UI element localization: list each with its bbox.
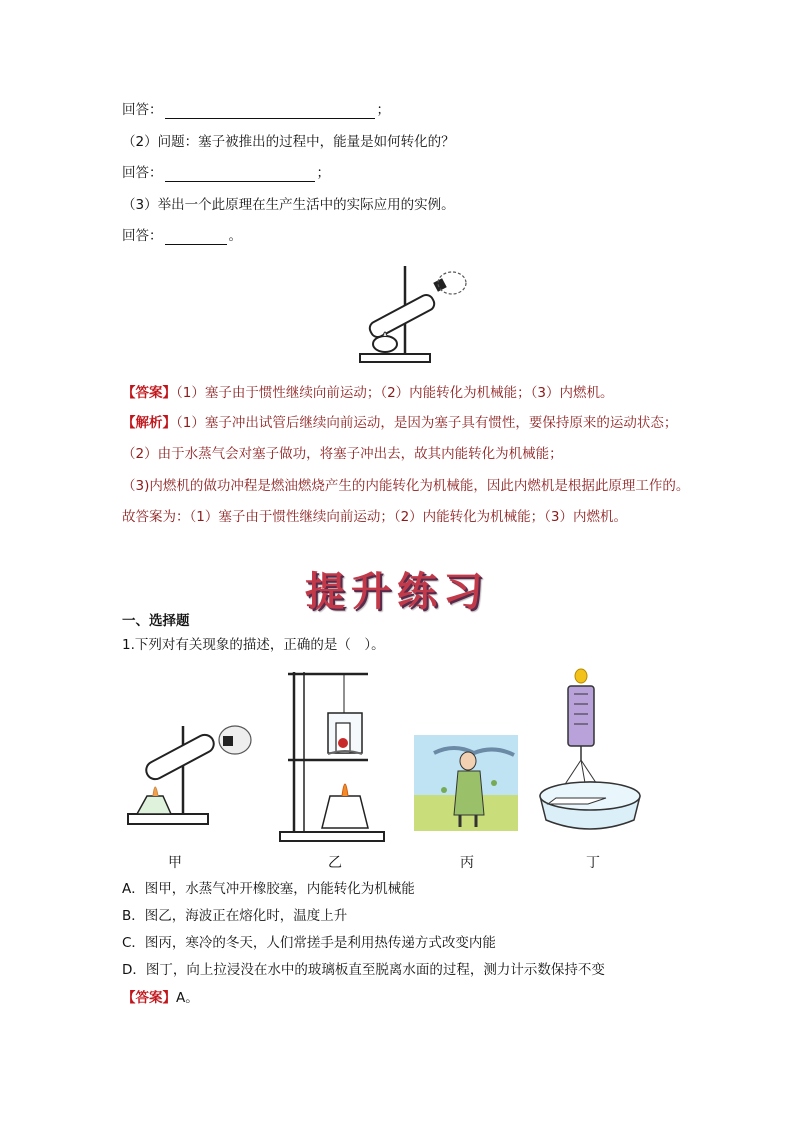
figure-ding (538, 668, 642, 833)
option-c[interactable]: C．图丙，寒冷的冬天，人们常搓手是利用热传递方式改变内能 (122, 935, 496, 951)
caption-bing: 丙 (460, 855, 474, 871)
section-title: 一、选择题 (122, 613, 190, 629)
question-1: 1.下列对有关现象的描述，正确的是（ ）。 (122, 637, 385, 653)
question-3: （3）举出一个此原理在生产生活中的实际应用的实例。 (122, 197, 455, 213)
option-a[interactable]: A．图甲，水蒸气冲开橡胶塞，内能转化为机械能 (122, 881, 415, 897)
answer-blank-3[interactable] (165, 230, 227, 245)
caption-jia: 甲 (168, 855, 182, 871)
practice-answer: 【答案】A。 (122, 990, 199, 1006)
solution-answer: 【答案】（1）塞子由于惯性继续向前运动；（2）内能转化为机械能；（3）内燃机。 (122, 385, 614, 401)
option-b[interactable]: B．图乙，海波正在熔化时，温度上升 (122, 908, 348, 924)
figure-yi (278, 668, 386, 843)
question-2: （2）问题：塞子被推出的过程中，能量是如何转化的？ (122, 134, 455, 150)
solution-analysis-2: （2）由于水蒸气会对塞子做功，将塞子冲出去，故其内能转化为机械能； (122, 446, 563, 462)
caption-ding: 丁 (586, 855, 600, 871)
answer-blank-2[interactable] (165, 167, 315, 182)
solution-analysis-1: 【解析】（1）塞子冲出试管后继续向前运动，是因为塞子具有惯性，要保持原来的运动状态； (122, 415, 678, 431)
option-d[interactable]: D．图丁，向上拉浸没在水中的玻璃板直至脱离水面的过程，测力计示数保持不变 (122, 962, 605, 978)
solution-analysis-3: （3)内燃机的做功冲程是燃油燃烧产生的内能转化为机械能，因此内燃机是根据此原理工作的。 (122, 478, 690, 494)
caption-yi: 乙 (328, 855, 342, 871)
answer-line-2: 回答： ； (122, 165, 330, 181)
solution-conclusion: 故答案为：（1）塞子由于惯性继续向前运动；（2）内能转化为机械能；（3）内燃机。 (122, 509, 628, 525)
section-heading: 提升练习 (305, 568, 489, 615)
test-tube-apparatus-figure (355, 258, 470, 370)
answer-line-3: 回答： 。 (122, 228, 242, 244)
figure-jia (125, 718, 255, 838)
figure-bing (414, 735, 518, 831)
answer-line-1: 回答： ； (122, 102, 390, 118)
answer-blank-1[interactable] (165, 104, 375, 119)
